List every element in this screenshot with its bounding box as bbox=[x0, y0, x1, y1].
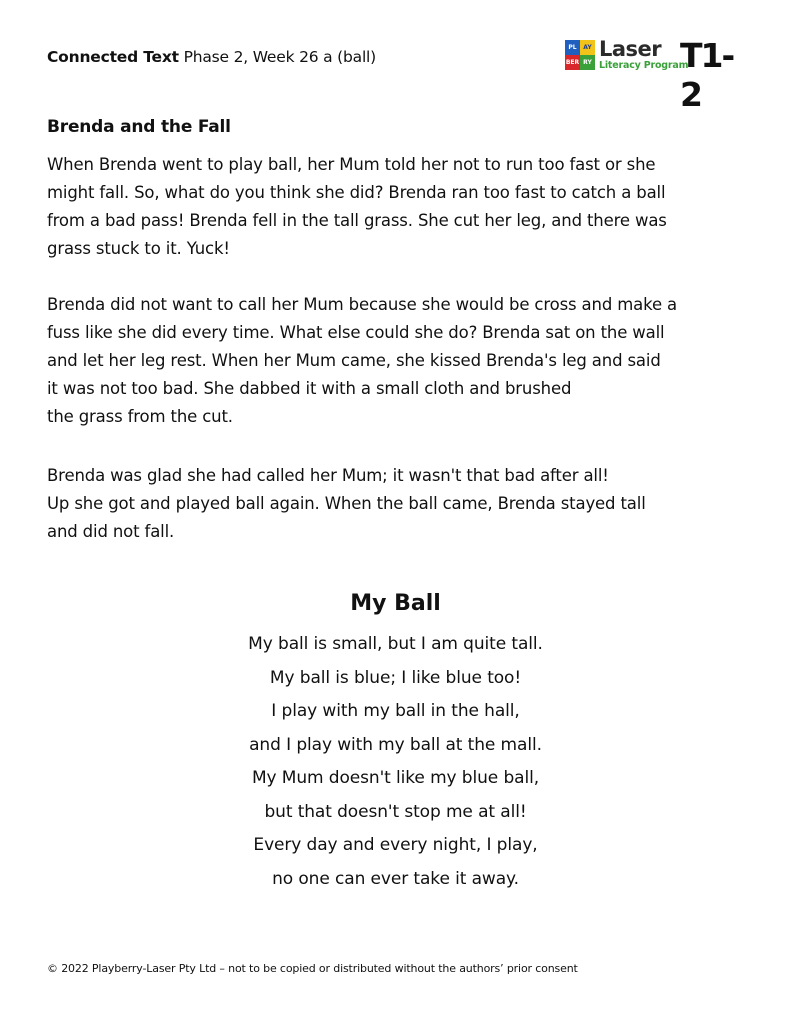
story-line: might fall. So, what do you think she did? Brenda ran too fast to catch a ball bbox=[47, 183, 666, 202]
poem-title: My Ball bbox=[350, 591, 441, 616]
story-line: it was not too bad. She dabbed it with a small cloth and brushed bbox=[47, 379, 572, 398]
badge-bl: BER bbox=[565, 55, 580, 70]
poem-body bbox=[0, 628, 791, 896]
poem-line: I play with my ball in the hall, bbox=[271, 701, 520, 721]
story-line: from a bad pass! Brenda fell in the tall grass. She cut her leg, and there was bbox=[47, 211, 667, 230]
logo-program: Literacy Program bbox=[599, 60, 689, 71]
poem-line: My Mum doesn't like my blue ball, bbox=[251, 768, 540, 788]
story-line: grass stuck to it. Yuck! bbox=[47, 239, 230, 258]
badge-tl: PL bbox=[565, 40, 580, 55]
laser-logo bbox=[565, 36, 743, 114]
poem-line: but that doesn't stop me at all! bbox=[264, 801, 527, 822]
story-line: the grass from the cut. bbox=[47, 407, 233, 426]
header-label-rest: Phase 2, Week 26 a (ball) bbox=[178, 48, 377, 66]
story-line: Brenda was glad she had called her Mum; it wasn't that bad after all! bbox=[47, 466, 609, 485]
story-line: Brenda did not want to call her Mum because she would be cross and make a bbox=[47, 295, 678, 314]
story-line: When Brenda went to play ball, her Mum told her not to run too fast or she bbox=[47, 155, 656, 174]
document-header bbox=[47, 48, 376, 66]
story-paragraph-1 bbox=[47, 151, 757, 263]
copyright-footer: © 2022 Playberry-Laser Pty Ltd – not to be copied or distributed without the authors’ prior consent bbox=[47, 962, 578, 975]
logo-name: Laser bbox=[599, 37, 662, 61]
badge-br: RY bbox=[580, 55, 595, 70]
poem-line: My ball is small, but I am quite tall. bbox=[248, 634, 543, 654]
story-line: Up she got and played ball again. When the ball came, Brenda stayed tall bbox=[47, 494, 646, 513]
poem-line: and I play with my ball at the mall. bbox=[249, 734, 542, 755]
poem-line: Every day and every night, I play, bbox=[253, 835, 538, 855]
story-line: and did not fall. bbox=[47, 522, 175, 541]
header-label-bold: Connected Text bbox=[47, 48, 179, 66]
story-line: and let her leg rest. When her Mum came, she kissed Brenda's leg and said bbox=[47, 351, 661, 370]
playberry-badge bbox=[565, 40, 595, 70]
poem-line: My ball is blue; I like blue too! bbox=[269, 667, 522, 688]
logo-grade: T1-2 bbox=[680, 36, 734, 114]
story-line: fuss like she did every time. What else could she do? Brenda sat on the wall bbox=[47, 323, 665, 342]
story-title: Brenda and the Fall bbox=[47, 117, 231, 137]
story-paragraph-2 bbox=[47, 291, 757, 431]
badge-tr: AY bbox=[580, 40, 595, 55]
story-paragraph-3 bbox=[47, 462, 757, 546]
poem-line: no one can ever take it away. bbox=[272, 868, 519, 889]
